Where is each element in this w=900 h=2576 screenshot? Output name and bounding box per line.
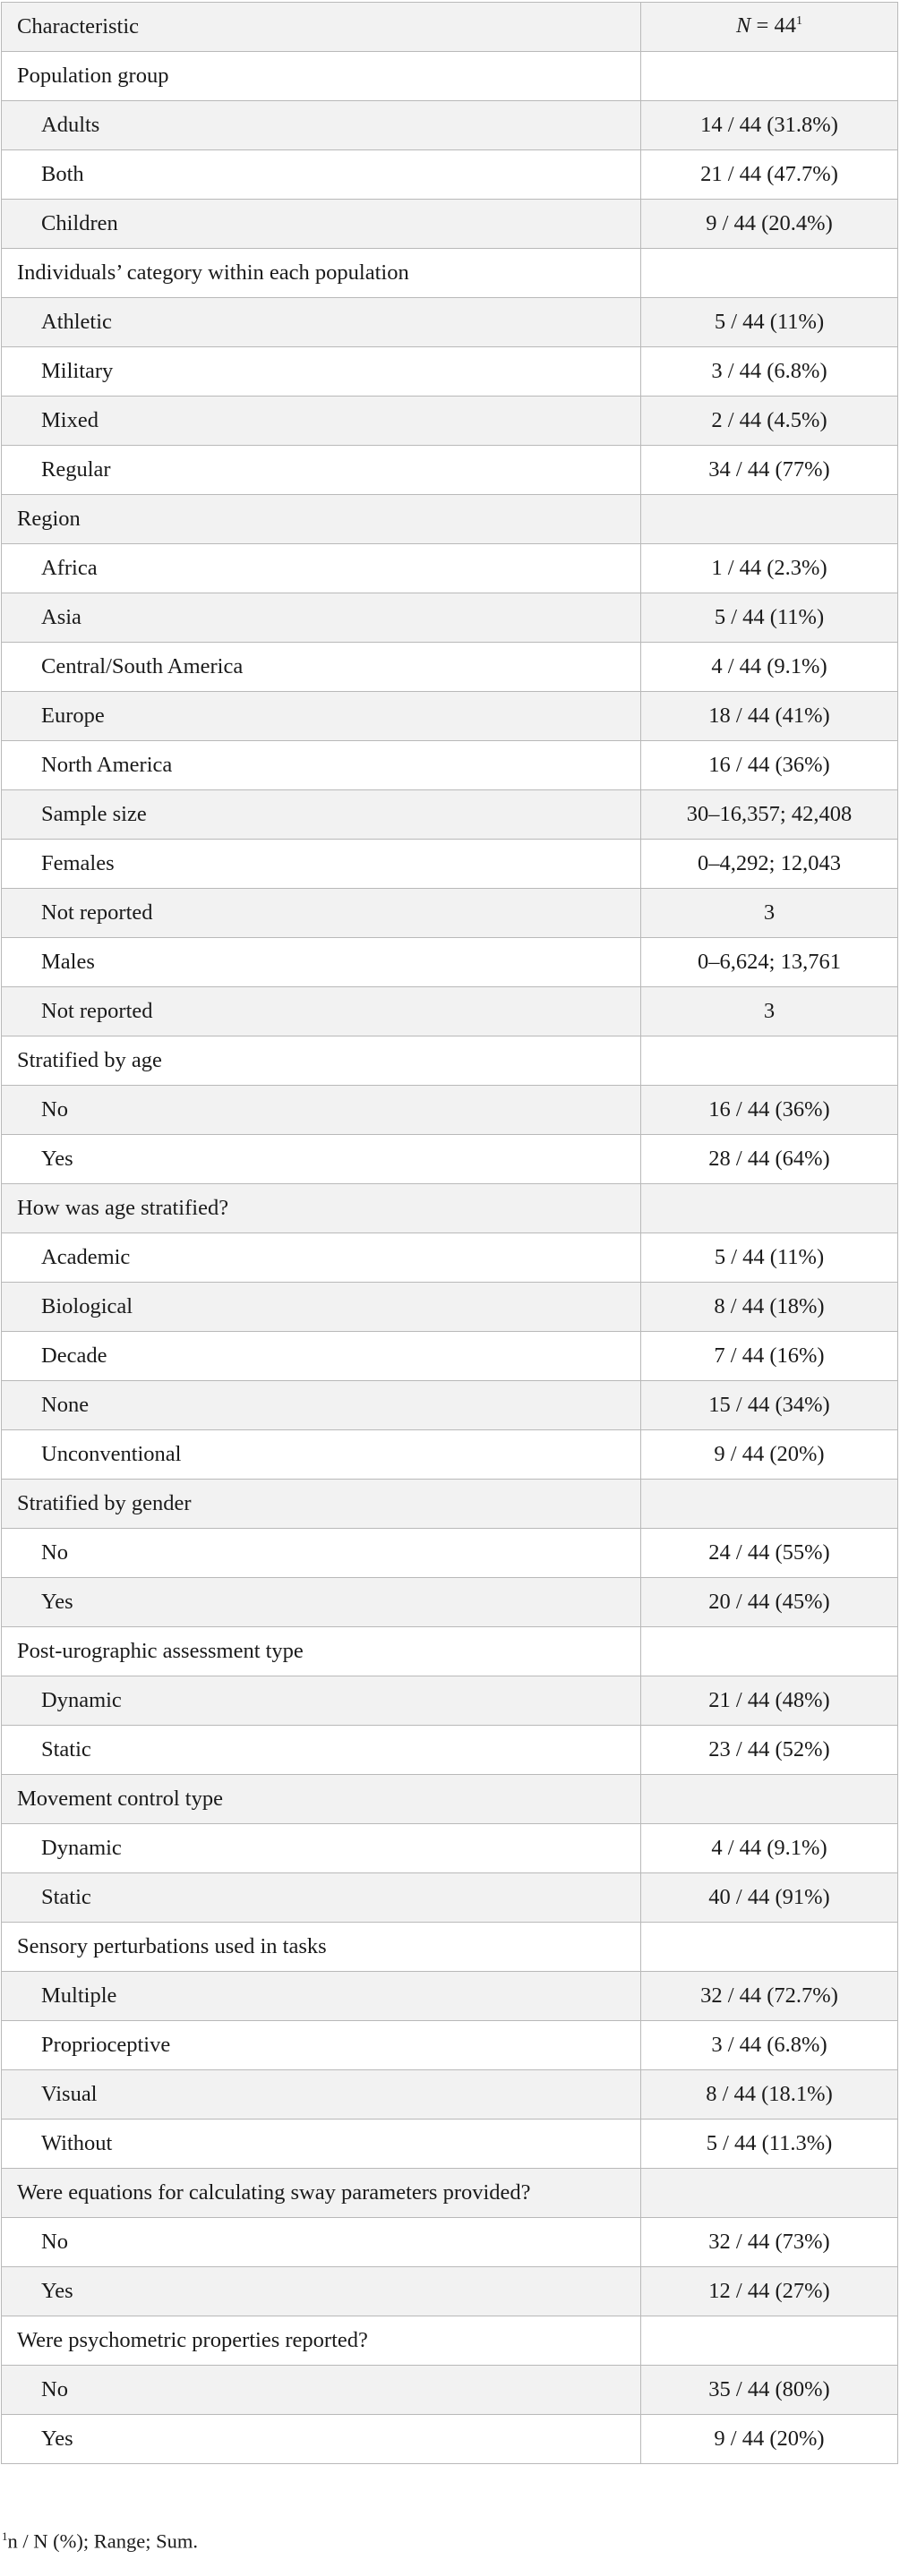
row-value: 18 / 44 (41%) xyxy=(641,692,898,741)
table-row xyxy=(2,101,898,150)
row-label: Dynamic xyxy=(2,1676,641,1726)
table-row xyxy=(2,2218,898,2267)
category-row xyxy=(2,1775,898,1824)
table-row xyxy=(2,1283,898,1332)
category-label: Stratified by age xyxy=(2,1036,641,1086)
row-value: 9 / 44 (20%) xyxy=(641,1430,898,1480)
row-value: 15 / 44 (34%) xyxy=(641,1381,898,1430)
table-row xyxy=(2,741,898,790)
category-label: Movement control type xyxy=(2,1775,641,1824)
row-label: Sample size xyxy=(2,790,641,840)
row-value: 40 / 44 (91%) xyxy=(641,1873,898,1923)
table-row xyxy=(2,1824,898,1873)
row-value: 32 / 44 (73%) xyxy=(641,2218,898,2267)
category-row xyxy=(2,1184,898,1233)
category-row xyxy=(2,2316,898,2366)
row-label: Military xyxy=(2,347,641,397)
category-label: Sensory perturbations used in tasks xyxy=(2,1923,641,1972)
row-label: No xyxy=(2,2218,641,2267)
category-label: Region xyxy=(2,495,641,544)
characteristics-table xyxy=(1,2,898,2464)
table-body xyxy=(2,52,898,2464)
footnote-text: n / N (%); Range; Sum. xyxy=(7,2529,198,2553)
row-value: 35 / 44 (80%) xyxy=(641,2366,898,2415)
table-row xyxy=(2,1676,898,1726)
row-value: 0–4,292; 12,043 xyxy=(641,840,898,889)
row-label: Static xyxy=(2,1726,641,1775)
table-row xyxy=(2,397,898,446)
row-value: 3 / 44 (6.8%) xyxy=(641,2021,898,2070)
row-value: 4 / 44 (9.1%) xyxy=(641,643,898,692)
table-row xyxy=(2,1726,898,1775)
row-label: North America xyxy=(2,741,641,790)
category-row xyxy=(2,52,898,101)
table-row xyxy=(2,2021,898,2070)
row-label: Academic xyxy=(2,1233,641,1283)
category-label: How was age stratified? xyxy=(2,1184,641,1233)
footnote-marker: 1 xyxy=(2,2529,8,2543)
category-row xyxy=(2,1627,898,1676)
table-row xyxy=(2,2267,898,2316)
row-label: Dynamic xyxy=(2,1824,641,1873)
row-label: Not reported xyxy=(2,889,641,938)
row-value: 3 xyxy=(641,889,898,938)
row-label: Europe xyxy=(2,692,641,741)
row-value: 3 / 44 (6.8%) xyxy=(641,347,898,397)
row-value: 30–16,357; 42,408 xyxy=(641,790,898,840)
row-label: Yes xyxy=(2,2267,641,2316)
row-label: Yes xyxy=(2,2415,641,2464)
row-value: 3 xyxy=(641,987,898,1036)
table-row xyxy=(2,2366,898,2415)
row-value xyxy=(641,2316,898,2366)
table-row xyxy=(2,446,898,495)
category-row xyxy=(2,495,898,544)
row-label: Africa xyxy=(2,544,641,593)
table-row xyxy=(2,1972,898,2021)
row-label: Decade xyxy=(2,1332,641,1381)
table-row xyxy=(2,1873,898,1923)
header-n xyxy=(641,3,898,52)
row-value: 9 / 44 (20%) xyxy=(641,2415,898,2464)
row-value: 2 / 44 (4.5%) xyxy=(641,397,898,446)
row-label: Central/South America xyxy=(2,643,641,692)
row-value: 1 / 44 (2.3%) xyxy=(641,544,898,593)
row-label: Biological xyxy=(2,1283,641,1332)
row-value: 8 / 44 (18%) xyxy=(641,1283,898,1332)
row-value: 8 / 44 (18.1%) xyxy=(641,2070,898,2120)
row-label: Asia xyxy=(2,593,641,643)
row-value: 5 / 44 (11%) xyxy=(641,593,898,643)
table-row xyxy=(2,347,898,397)
table-row xyxy=(2,1578,898,1627)
table-row xyxy=(2,2120,898,2169)
header-characteristic: Characteristic xyxy=(2,3,641,52)
row-label: Proprioceptive xyxy=(2,2021,641,2070)
row-label: Not reported xyxy=(2,987,641,1036)
row-value xyxy=(641,1184,898,1233)
row-value xyxy=(641,495,898,544)
row-label: Unconventional xyxy=(2,1430,641,1480)
row-label: Mixed xyxy=(2,397,641,446)
header-n-label: N xyxy=(736,13,751,38)
row-value: 14 / 44 (31.8%) xyxy=(641,101,898,150)
category-label: Post-urographic assessment type xyxy=(2,1627,641,1676)
row-value: 20 / 44 (45%) xyxy=(641,1578,898,1627)
row-value: 34 / 44 (77%) xyxy=(641,446,898,495)
row-value xyxy=(641,249,898,298)
row-value: 21 / 44 (47.7%) xyxy=(641,150,898,200)
category-row xyxy=(2,1923,898,1972)
category-row xyxy=(2,2169,898,2218)
row-label: Yes xyxy=(2,1578,641,1627)
row-value: 5 / 44 (11.3%) xyxy=(641,2120,898,2169)
row-value: 16 / 44 (36%) xyxy=(641,741,898,790)
row-label: Children xyxy=(2,200,641,249)
row-value xyxy=(641,1036,898,1086)
row-label: No xyxy=(2,2366,641,2415)
row-label: Athletic xyxy=(2,298,641,347)
table-row xyxy=(2,593,898,643)
row-value: 16 / 44 (36%) xyxy=(641,1086,898,1135)
row-label: Without xyxy=(2,2120,641,2169)
table-row xyxy=(2,938,898,987)
row-value: 24 / 44 (55%) xyxy=(641,1529,898,1578)
table-row xyxy=(2,150,898,200)
category-row xyxy=(2,1036,898,1086)
table-row xyxy=(2,643,898,692)
row-label: None xyxy=(2,1381,641,1430)
table-row xyxy=(2,692,898,741)
row-value: 7 / 44 (16%) xyxy=(641,1332,898,1381)
table-row xyxy=(2,1135,898,1184)
header-n-value: = 44 xyxy=(750,13,796,38)
table-row xyxy=(2,1430,898,1480)
table-row xyxy=(2,2070,898,2120)
row-value: 28 / 44 (64%) xyxy=(641,1135,898,1184)
row-value: 5 / 44 (11%) xyxy=(641,298,898,347)
row-value: 0–6,624; 13,761 xyxy=(641,938,898,987)
table-header-row xyxy=(2,3,898,52)
category-label: Were psychometric properties reported? xyxy=(2,2316,641,2366)
category-row xyxy=(2,1480,898,1529)
table-row xyxy=(2,200,898,249)
row-label: Females xyxy=(2,840,641,889)
table-row xyxy=(2,1233,898,1283)
row-label: No xyxy=(2,1529,641,1578)
row-value xyxy=(641,52,898,101)
table-row xyxy=(2,1086,898,1135)
table-row xyxy=(2,1332,898,1381)
row-value: 23 / 44 (52%) xyxy=(641,1726,898,1775)
row-label: Regular xyxy=(2,446,641,495)
row-label: Both xyxy=(2,150,641,200)
row-value: 5 / 44 (11%) xyxy=(641,1233,898,1283)
table-footnote xyxy=(2,2529,198,2554)
table-row xyxy=(2,1381,898,1430)
row-value xyxy=(641,1923,898,1972)
table-row xyxy=(2,2415,898,2464)
table-row xyxy=(2,790,898,840)
row-value: 4 / 44 (9.1%) xyxy=(641,1824,898,1873)
table-row xyxy=(2,987,898,1036)
table-row xyxy=(2,840,898,889)
table-row xyxy=(2,298,898,347)
row-label: Yes xyxy=(2,1135,641,1184)
row-value xyxy=(641,1775,898,1824)
row-value: 32 / 44 (72.7%) xyxy=(641,1972,898,2021)
row-value: 12 / 44 (27%) xyxy=(641,2267,898,2316)
row-label: Males xyxy=(2,938,641,987)
category-label: Stratified by gender xyxy=(2,1480,641,1529)
row-label: Multiple xyxy=(2,1972,641,2021)
row-label: Adults xyxy=(2,101,641,150)
header-n-footnote-marker: 1 xyxy=(795,14,802,29)
category-label: Population group xyxy=(2,52,641,101)
category-label: Individuals’ category within each population xyxy=(2,249,641,298)
table-row xyxy=(2,1529,898,1578)
row-value xyxy=(641,2169,898,2218)
table-row xyxy=(2,544,898,593)
row-value: 21 / 44 (48%) xyxy=(641,1676,898,1726)
table-row xyxy=(2,889,898,938)
row-label: Visual xyxy=(2,2070,641,2120)
row-label: No xyxy=(2,1086,641,1135)
category-label: Were equations for calculating sway parameters provided? xyxy=(2,2169,641,2218)
row-value: 9 / 44 (20.4%) xyxy=(641,200,898,249)
row-label: Static xyxy=(2,1873,641,1923)
row-value xyxy=(641,1480,898,1529)
row-value xyxy=(641,1627,898,1676)
category-row xyxy=(2,249,898,298)
